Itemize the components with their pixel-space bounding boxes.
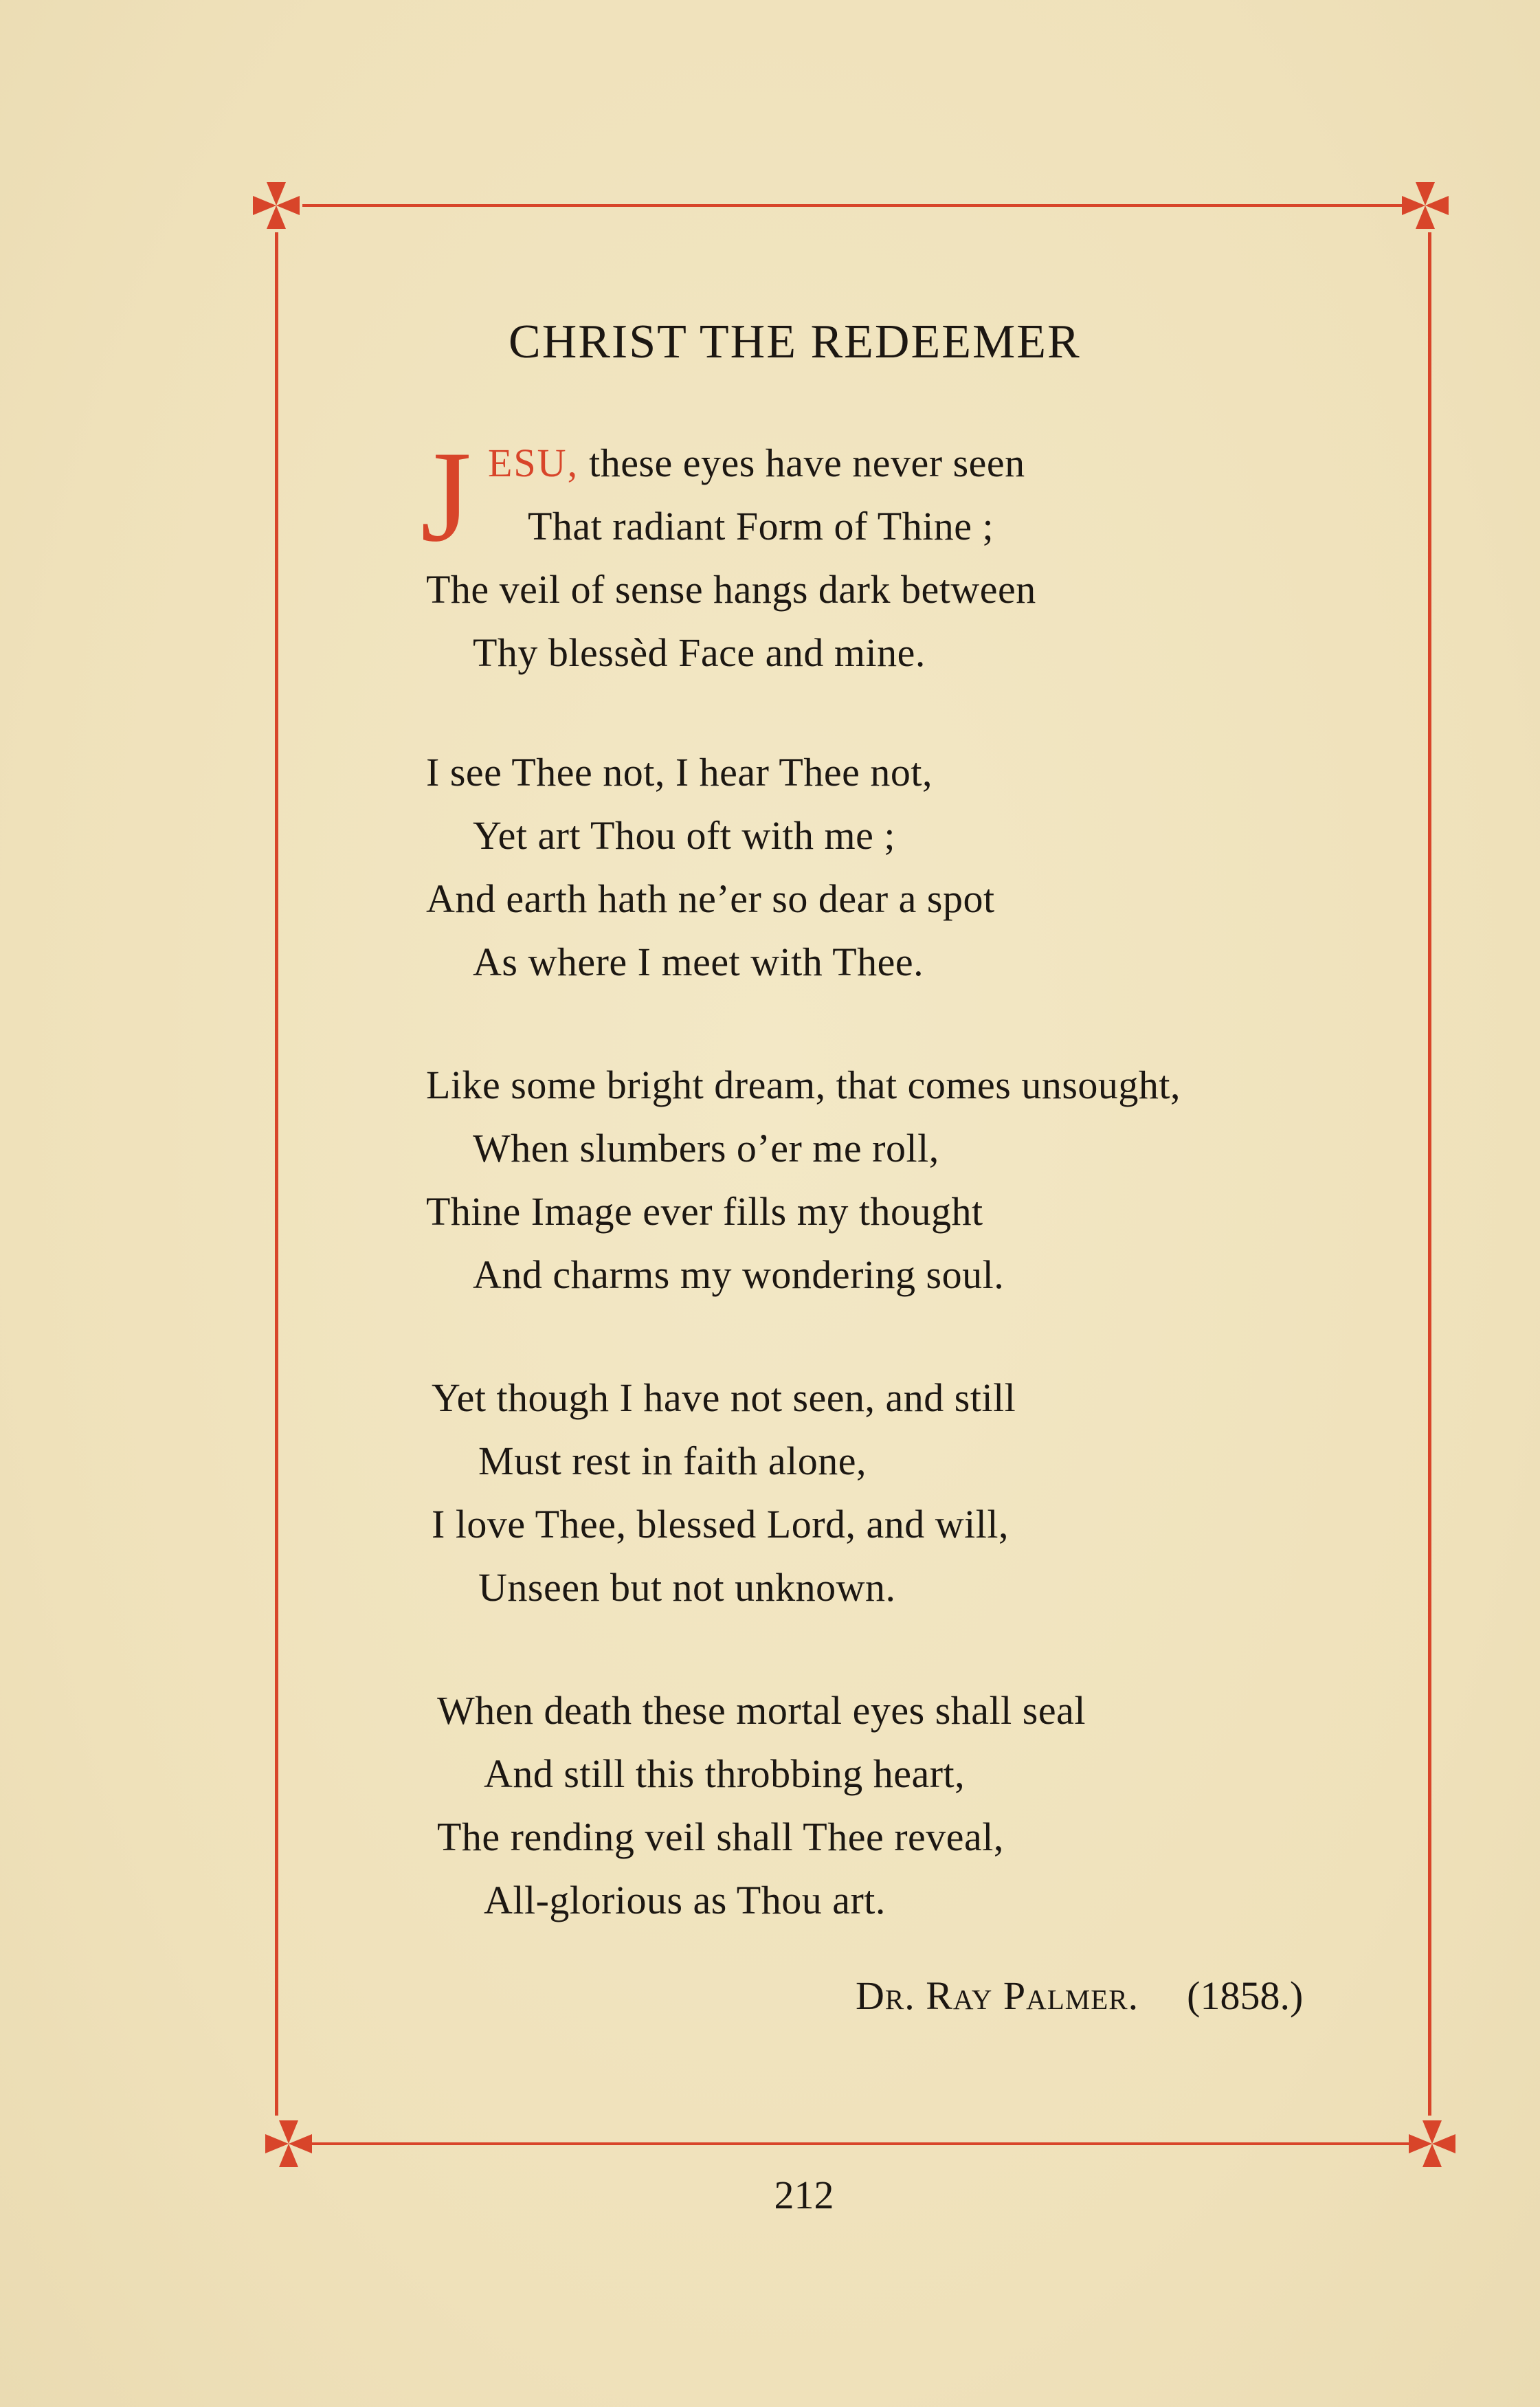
corner-cross-icon — [261, 2116, 316, 2171]
stanza-5 — [437, 1679, 1086, 1932]
drop-cap: J — [421, 425, 471, 569]
first-line-rest: these eyes have never seen — [579, 441, 1025, 485]
poem-line: Yet though I have not seen, and still — [432, 1375, 1016, 1420]
first-word: ESU, — [488, 441, 579, 485]
poem-line: All-glorious as Thou art. — [484, 1878, 886, 1922]
publication-year: (1858.) — [1187, 1973, 1304, 2018]
poem-line: I see Thee not, I hear Thee not, — [426, 750, 933, 795]
poem-line — [426, 432, 1036, 495]
stanza-1 — [426, 432, 1036, 685]
corner-cross-icon — [1405, 2116, 1460, 2171]
poem-line: The rending veil shall Thee reveal, — [437, 1815, 1004, 1859]
stanza-3 — [426, 1054, 1181, 1307]
poem-title: CHRIST THE REDEEMER — [509, 315, 1081, 368]
author-name: Dr. Ray Palmer. — [856, 1973, 1139, 2018]
attribution — [856, 1973, 1303, 2019]
stanza-4 — [432, 1366, 1016, 1619]
poem-line: Thy blessèd Face and mine. — [473, 630, 926, 675]
border-right-rule — [1428, 232, 1431, 2116]
poem-line: That radiant Form of Thine ; — [528, 504, 994, 548]
poem-line: And earth hath ne’er so dear a spot — [426, 876, 995, 921]
poem-line: Unseen but not unknown. — [478, 1565, 896, 1610]
border-left-rule — [275, 232, 278, 2116]
poem-line: And charms my wondering soul. — [473, 1252, 1005, 1297]
page-number: 212 — [774, 2173, 834, 2217]
corner-cross-icon — [1398, 178, 1453, 233]
poem-line: Must rest in faith alone, — [478, 1439, 867, 1483]
poem-line: Like some bright dream, that comes unsought, — [426, 1063, 1181, 1107]
poem-line: As where I meet with Thee. — [473, 940, 924, 984]
border-bottom-rule — [309, 2142, 1409, 2145]
poem-line: The veil of sense hangs dark between — [426, 567, 1036, 612]
poem-line: And still this throbbing heart, — [484, 1751, 966, 1796]
poem-line: When slumbers o’er me roll, — [473, 1126, 939, 1171]
poem-line: Yet art Thou oft with me ; — [473, 813, 896, 858]
stanza-2 — [426, 741, 995, 994]
border-top-rule — [302, 204, 1402, 207]
corner-cross-icon — [249, 178, 304, 233]
poem-line: When death these mortal eyes shall seal — [437, 1688, 1086, 1733]
poem-line: Thine Image ever fills my thought — [426, 1189, 983, 1234]
poem-line: I love Thee, blessed Lord, and will, — [432, 1502, 1009, 1546]
